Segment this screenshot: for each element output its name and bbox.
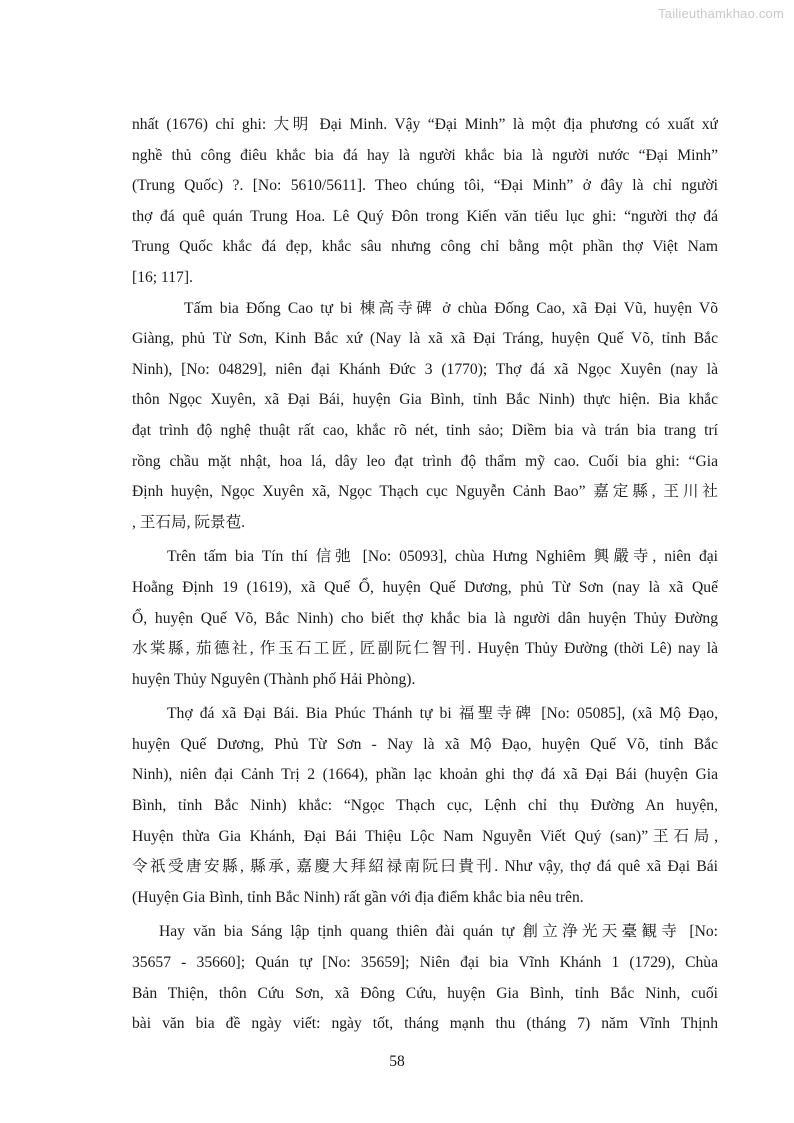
text-line: huyện Quế Dương, Phủ Từ Sơn - Nay là xã Mộ Đạo, huyện Quế Võ, tỉnh Bắc (132, 735, 718, 753)
text-line: , 玊石局, 阮景苞. (132, 513, 246, 531)
text-line: 35657 - 35660]; Quán tự [No: 35659]; Niên đại bia Vĩnh Khánh 1 (1729), Chùa (132, 954, 718, 972)
text-line: Huyện thừa Gia Khánh, Đại Bái Thiệu Lộc Nam Nguyễn Viết Quý (san)”玊石局, (132, 827, 718, 845)
paragraph-1 (132, 110, 718, 294)
text-line: Trung Quốc khắc đá đẹp, khắc sâu nhưng công chỉ bằng một phần thợ Việt Nam (132, 238, 718, 256)
document-body (132, 110, 718, 1040)
text-line: Ninh), [No: 04829], niên đại Khánh Đức 3 (1770); Thợ đá xã Ngọc Xuyên (nay là (132, 360, 718, 378)
page-number: 58 (389, 1053, 405, 1070)
paragraph-5 (132, 917, 718, 1039)
text-line: (Trung Quốc) ?. [No: 5610/5611]. Theo chúng tôi, “Đại Minh” ở đây là chỉ người (132, 177, 718, 195)
text-line: nghề thủ công điêu khắc bia đá hay là người khắc bia là người nước “Đại Minh” (132, 146, 718, 164)
text-line: [16; 117]. (132, 268, 193, 286)
text-line: Định huyện, Ngọc Xuyên xã, Ngọc Thạch cục Nguyễn Cảnh Bao” 嘉定縣, 玊川社 (132, 483, 718, 501)
text-line: rồng chầu mặt nhật, hoa lá, dây leo đạt trình độ thẩm mỹ cao. Cuối bia ghi: “Gia (132, 452, 718, 470)
text-line: Thợ đá xã Đại Bái. Bia Phúc Thánh tự bi 福聖寺碑 [No: 05085], (xã Mộ Đạo, (167, 705, 718, 723)
text-line: Hay văn bia Sáng lập tịnh quang thiên đài quán tự 創立浄光天臺観寺 [No: (159, 923, 718, 941)
text-line: Giàng, phủ Từ Sơn, Kinh Bắc xứ (Nay là xã xã Đại Tráng, huyện Quế Võ, tỉnh Bắc (132, 330, 718, 348)
text-line: (Huyện Gia Bình, tỉnh Bắc Ninh) rất gần với địa điểm khắc bia nêu trên. (132, 888, 584, 906)
text-line: 水棠縣, 茄德社, 作玉石工匠, 匠副阮仁智刊. Huyện Thủy Đường (thời Lê) nay là (132, 640, 718, 658)
text-line: Ninh), niên đại Cảnh Trị 2 (1664), phần lạc khoản ghi thợ đá xã Đại Bái (huyện Gia (132, 766, 718, 784)
text-line: Bình, tỉnh Bắc Ninh) khắc: “Ngọc Thạch cục, Lệnh chỉ thụ Đường An huyện, (132, 797, 718, 815)
text-line: Hoằng Định 19 (1619), xã Quế Ổ, huyện Quế Dương, phủ Từ Sơn (nay là xã Quế (132, 578, 718, 596)
paragraph-4 (132, 699, 718, 913)
text-line: Trên tấm bia Tín thí 信弛 [No: 05093], chùa Hưng Nghiêm 興嚴寺, niên đại (167, 548, 718, 566)
text-line: thợ đá quê quán Trung Hoa. Lê Quý Đôn trong Kiến văn tiểu lục ghi: “người thợ đá (132, 207, 718, 225)
text-line: Bản Thiện, thôn Cứu Sơn, xã Đông Cứu, huyện Gia Bình, tỉnh Bắc Ninh, cuối (132, 984, 718, 1002)
text-line: 令祇受唐安縣, 縣承, 嘉慶大拜紹禄南阮曰貴刊. Như vậy, thợ đá quê xã Đại Bái (132, 858, 718, 876)
text-line: nhất (1676) chỉ ghi: 大明 Đại Minh. Vậy “Đại Minh” là một địa phương có xuất xứ (132, 116, 718, 133)
text-line: huyện Thủy Nguyên (Thành phố Hải Phòng). (132, 670, 416, 688)
text-line: đạt trình độ nghệ thuật rất cao, khắc rõ nét, tinh sảo; Diềm bia và trán bia trang trí (132, 421, 718, 439)
text-line: Ổ, huyện Quế Võ, Bắc Ninh) cho biết thợ khắc bia là người dân huyện Thủy Đường (132, 609, 718, 627)
text-line: thôn Ngọc Xuyên, xã Đại Bái, huyện Gia Bình, tỉnh Bắc Ninh) thực hiện. Bia khắc (132, 391, 718, 409)
text-line: bài văn bia đề ngày viết: ngày tốt, tháng mạnh thu (tháng 7) năm Vĩnh Thịnh (132, 1015, 718, 1033)
watermark: Tailieuthamkhao.com (658, 6, 784, 21)
paragraph-2 (132, 294, 718, 539)
text-line: Tấm bia Đống Cao tự bi 棟高寺碑 ở chùa Đống Cao, xã Đại Vũ, huyện Võ (184, 299, 718, 317)
paragraph-3 (132, 542, 718, 695)
